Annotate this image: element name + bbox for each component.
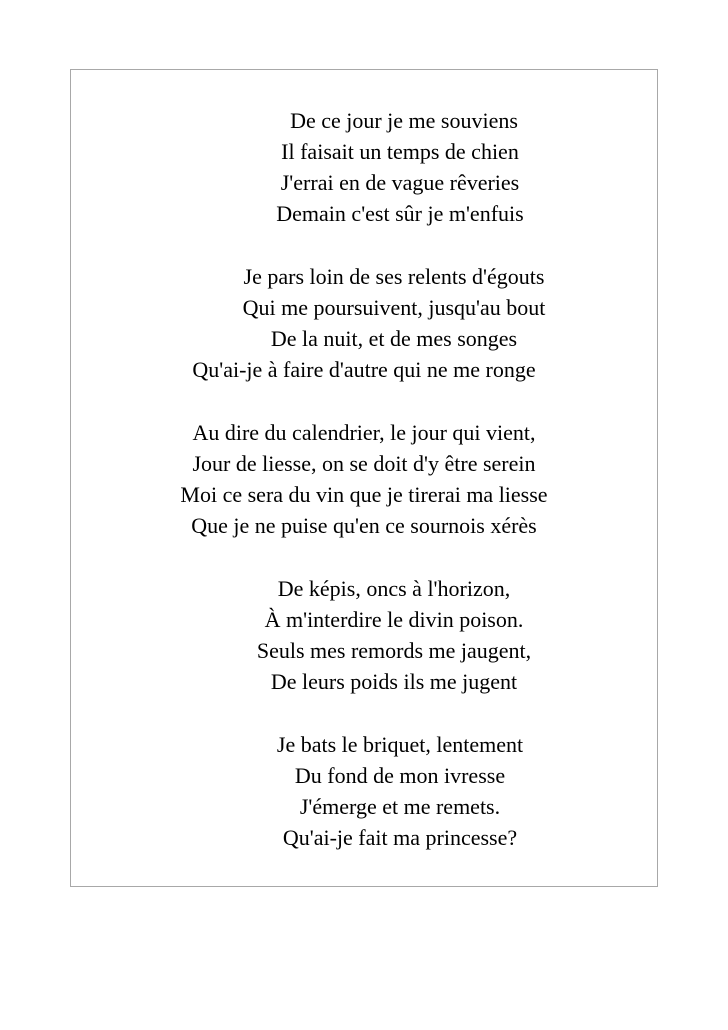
poem-line: De leurs poids ils me jugent <box>270 669 518 694</box>
poem-line: De la nuit, et de mes songes <box>270 326 518 351</box>
poem-line: Du fond de mon ivresse <box>294 763 506 788</box>
poem <box>0 105 728 885</box>
poem-line: De képis, oncs à l'horizon, <box>277 576 511 601</box>
stanza-5 <box>0 729 728 853</box>
poem-line: À m'interdire le divin poison. <box>264 607 524 632</box>
poem-line: Seuls mes remords me jaugent, <box>256 638 532 663</box>
poem-line: Moi ce sera du vin que je tirerai ma liesse <box>180 482 548 507</box>
poem-line: Qu'ai-je à faire d'autre qui ne me ronge <box>192 357 536 382</box>
stanza-2 <box>0 261 728 385</box>
poem-line: Qui me poursuivent, jusqu'au bout <box>242 295 546 320</box>
poem-line: Qu'ai-je fait ma princesse? <box>282 825 518 850</box>
poem-line: Jour de liesse, on se doit d'y être serein <box>192 451 536 476</box>
poem-line: J'errai en de vague rêveries <box>280 170 520 195</box>
poem-line: Je bats le briquet, lentement <box>276 732 524 757</box>
stanza-4 <box>0 573 728 697</box>
poem-line: Il faisait un temps de chien <box>281 139 519 164</box>
poem-line: Au dire du calendrier, le jour qui vient, <box>192 420 536 445</box>
poem-line: De ce jour je me souviens <box>290 108 518 133</box>
poem-line: J'émerge et me remets. <box>299 794 501 819</box>
poem-line: Je pars loin de ses relents d'égouts <box>243 264 545 289</box>
stanza-3 <box>0 417 728 541</box>
stanza-1 <box>0 105 728 229</box>
poem-line: Que je ne puise qu'en ce sournois xérès <box>191 513 537 538</box>
poem-line: Demain c'est sûr je m'enfuis <box>276 201 524 226</box>
